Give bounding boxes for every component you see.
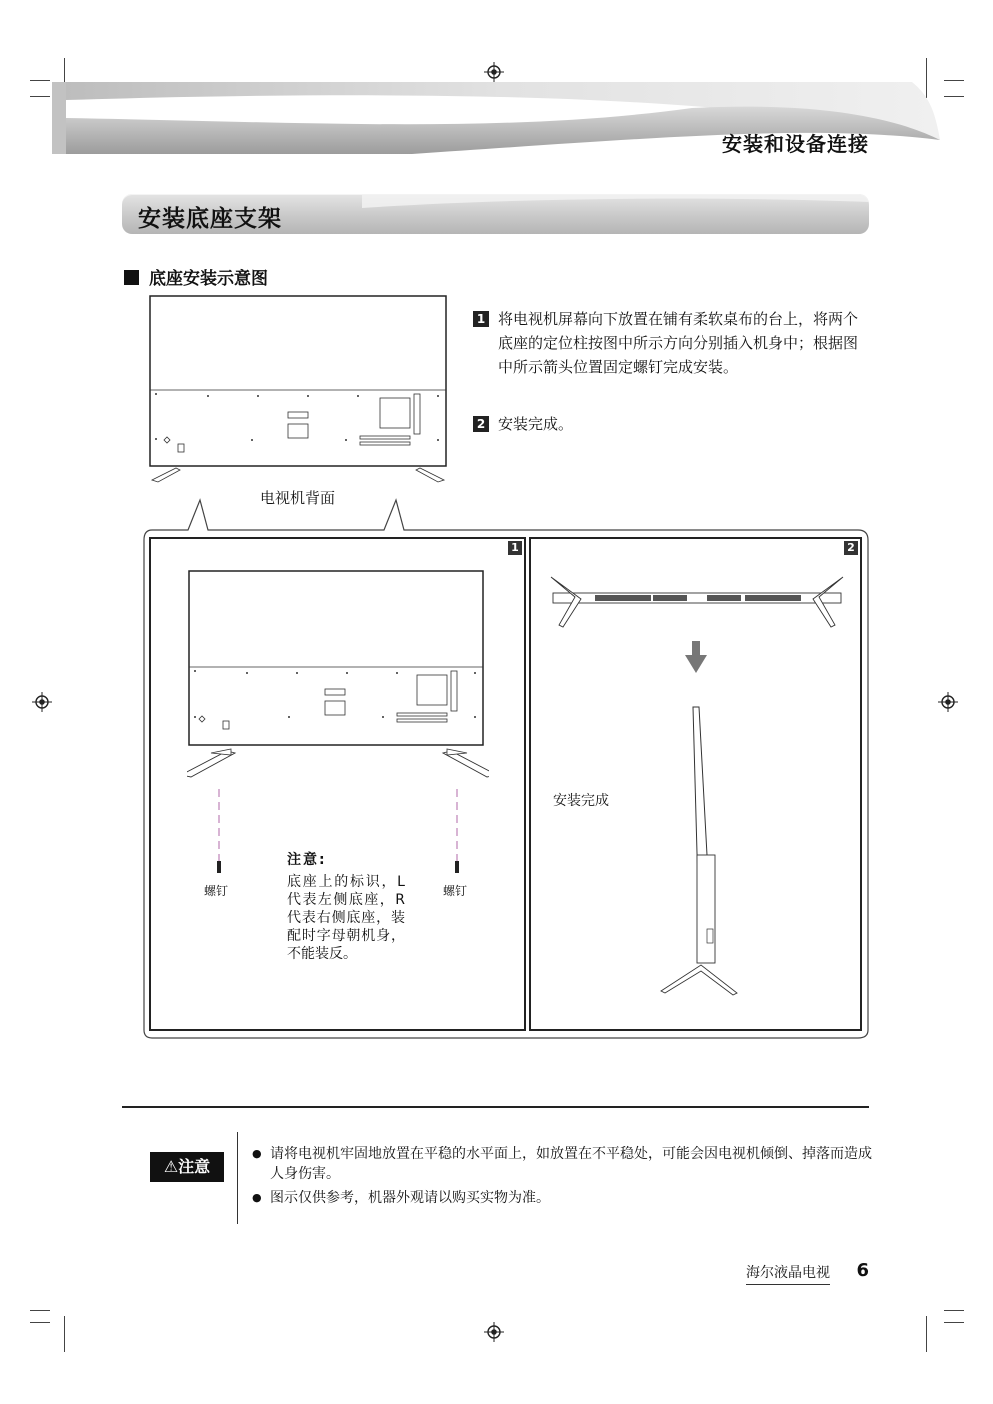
section-divider: [122, 1106, 869, 1108]
crop-mark: [64, 1316, 65, 1352]
arrow-down-icon: [685, 641, 707, 675]
tv-top-view-with-stands: [547, 573, 847, 633]
tv-back-illustration: [148, 294, 450, 484]
sub-heading-text: 底座安装示意图: [149, 269, 268, 289]
step-number: 1: [473, 311, 489, 327]
tv-back-with-stands: [187, 569, 489, 819]
caution-badge-label: 注意: [178, 1157, 211, 1176]
crop-mark: [30, 1310, 50, 1311]
done-label: 安装完成: [553, 793, 609, 809]
step-1: [473, 307, 863, 379]
crop-mark: [30, 96, 50, 97]
panel-step-2: [529, 537, 862, 1031]
crop-mark: [30, 80, 50, 81]
caution-badge: [150, 1152, 224, 1182]
screw-left-icon: [211, 789, 231, 879]
crop-mark: [926, 1316, 927, 1352]
registration-mark-icon: [32, 692, 52, 712]
panel-badge: 2: [844, 541, 858, 555]
crop-mark: [944, 1310, 964, 1311]
note-body: 底座上的标识，L代表左侧底座，R代表右侧底座，装配时字母朝机身，不能装反。: [287, 874, 405, 962]
section-title: 安装底座支架: [138, 206, 282, 232]
step-number: 2: [473, 416, 489, 432]
tv-back-caption: 电视机背面: [260, 489, 336, 507]
chapter-title: 安装和设备连接: [722, 132, 869, 156]
crop-mark: [944, 96, 964, 97]
crop-mark: [944, 80, 964, 81]
screw-label-left: 螺钉: [204, 884, 229, 898]
caution-list: [252, 1144, 872, 1212]
step-text: 将电视机屏幕向下放置在铺有柔软桌布的台上，将两个底座的定位柱按图中所示方向分别插入机身中；根据图中所示箭头位置固定螺钉完成安装。: [498, 310, 859, 376]
screw-label-right: 螺钉: [443, 884, 468, 898]
crop-mark: [944, 1322, 964, 1323]
registration-mark-icon: [938, 692, 958, 712]
tv-side-view-installed: [657, 703, 741, 999]
section-title-bar: [122, 194, 869, 234]
caution-item: ● 图示仅供参考，机器外观请以购买实物为准。: [252, 1188, 872, 1208]
note-title: 注意:: [287, 852, 327, 868]
warning-triangle-icon: ⚠: [163, 1157, 179, 1176]
step-2: [473, 412, 863, 436]
step-text: 安装完成。: [498, 415, 574, 433]
panel-badge: 1: [508, 541, 522, 555]
footer-brand: 海尔液晶电视: [746, 1262, 830, 1285]
square-bullet-icon: [124, 270, 139, 285]
registration-mark-icon: [484, 1322, 504, 1342]
caution-separator: [237, 1132, 238, 1224]
caution-item: ● 请将电视机牢固地放置在平稳的水平面上，如放置在不平稳处，可能会因电视机倾倒、掉落而造成人身伤害。: [252, 1144, 872, 1184]
page-number: 6: [856, 1260, 869, 1281]
sub-heading: [124, 264, 268, 289]
section-bar-swoosh: [362, 194, 869, 234]
crop-mark: [30, 1322, 50, 1323]
screw-right-icon: [449, 789, 469, 879]
